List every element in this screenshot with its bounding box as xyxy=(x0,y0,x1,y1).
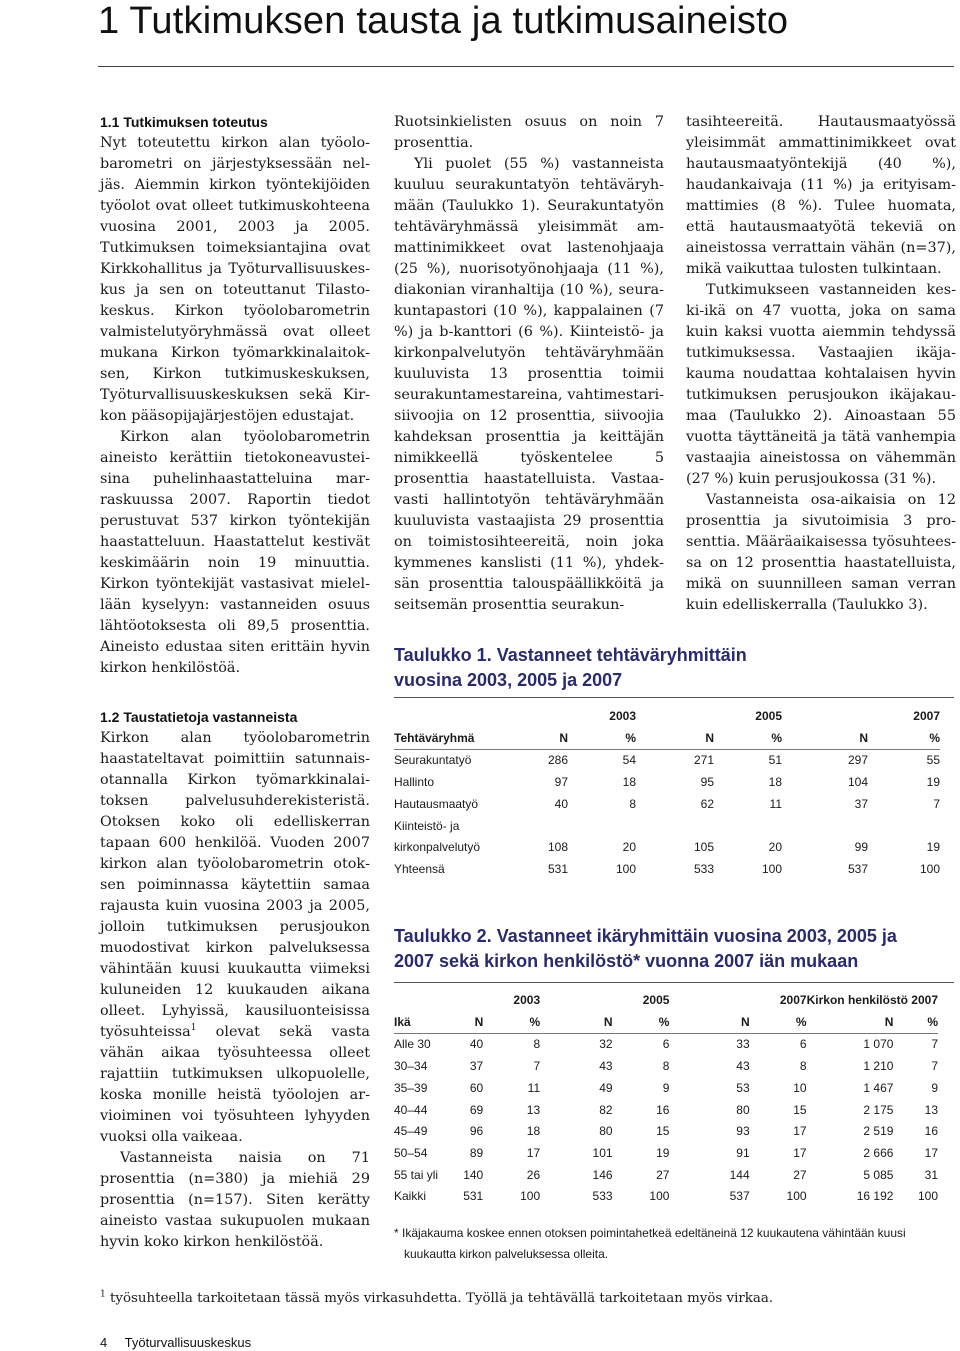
row-label: Kiinteistö- ja xyxy=(394,818,460,833)
table-cell: 37 xyxy=(854,796,868,811)
table-cell: 533 xyxy=(693,861,714,876)
section-1-2-paragraph-1 xyxy=(100,728,370,1148)
page-footer xyxy=(100,1335,265,1350)
column-header: % xyxy=(613,1012,670,1034)
table-1-body xyxy=(394,750,940,881)
table-2-title-line-1: Taulukko 2. Vastanneet ikäryhmittäin vuosina 2003, 2005 ja xyxy=(394,926,897,946)
table-cell: 6 xyxy=(662,1037,670,1052)
table-cell: 8 xyxy=(533,1037,541,1052)
section-1-2-text-a: Kirkon alan työolobarometrin haastateltavat poimittiin satunnaisotannalla Kirkon työmarkkinalaitoksen palvelusuhderekisteristä. Otoksen koko oli edelliskerran tapaan 600 henkilöä. Vuoden 2007 kirkon alan työolobarometrin otoksen poiminnassa käytettiin samaa rajausta kuin vuosina 2003 ja 2005, jolloin tutkimuksen perusjoukon muodostivat kirkon palveluksessa vähintään kuusi kuukautta viimeksi kuluneiden 12 kuukauden aikana olleet. Lyhyissä, kausiluonteisissa xyxy=(100,730,370,1019)
table-cell: 1 210 xyxy=(863,1059,894,1074)
table-cell: 40 xyxy=(469,1037,484,1052)
table-cell: 60 xyxy=(469,1080,484,1095)
column-2-paragraph-2: Yli puolet (55 %) vastanneista kuuluu seurakuntatyön tehtäväryhmään (Taulukko 1). Seurakuntatyön tehtäväryhmässä yleisimmät ammattinimikkeet ovat lastenohjaaja (25 %), nuorisotyönohjaaja (11 %), diakonian viranhaltija (10 %), seurakuntapastori (10 %), kappalainen (7 %) ja b-kanttori (6 %). Kiinteistö- ja kirkonpalvelutyön tehtäväryhmään kuuluvista 13 prosenttia toimii seurakuntamestareina, vahtimestari-siivoojia on 12 prosenttia, siivoojia kahdeksan prosenttia ja keittäjän nimikkeellä työskentelee 5 prosenttia haastatelluista. Vastaavasti hallintotyön tehtäväryhmään kuuluvista vastaajista 29 prosenttia on toimistosihteereitä, noin joka kymmenes kanslisti (11 %), yhdeksän prosenttia talouspäällikköitä ja seitsemän prosenttia seurakun- xyxy=(394,156,664,613)
row-label: Yhteensä xyxy=(394,861,445,876)
table-cell: 17 xyxy=(793,1124,807,1139)
sup-line xyxy=(100,1024,370,1040)
table-1-title-line-2: vuosina 2003, 2005 ja 2007 xyxy=(394,670,623,690)
table-cell: 19 xyxy=(656,1145,670,1160)
table-cell: 146 xyxy=(592,1167,613,1182)
page-footnote-text: työsuhteella tarkoitetaan tässä myös virkasuhdetta. Työllä ja tehtävällä tarkoitetaan myös virkaa. xyxy=(110,1291,774,1306)
publisher-name: Työturvallisuuskeskus xyxy=(124,1335,252,1350)
table-row xyxy=(394,1121,938,1143)
column-header: N xyxy=(669,1012,749,1034)
column-header: N xyxy=(807,1012,894,1034)
column-3-paragraph-2: Tutkimukseen vastanneiden keski-ikä on 47 vuotta, joka on sama kuin kaksi vuotta aiemmin tehdyssä tutkimuksessa. Vastaajien ikäjakauma noudattaa kohtalaisen hyvin tutkimuksen perusjoukon ikäjakaumaa (Taulukko 2). Ainoastaan 55 vuotta täyttäneitä ja tätä vanhempia vastaajia aineistossa on vähemmän (27 %) kuin perusjoukossa (31 %). xyxy=(686,282,956,487)
table-row xyxy=(394,1165,938,1187)
table-cell: 17 xyxy=(526,1145,541,1160)
page-number: 4 xyxy=(100,1335,108,1350)
table-cell: 80 xyxy=(736,1102,750,1117)
chapter-title: 1 Tutkimuksen tausta ja tutkimusaineisto xyxy=(98,0,789,42)
table-cell: 69 xyxy=(469,1102,484,1117)
table-cell: 8 xyxy=(799,1059,807,1074)
section-1-1-heading: 1.1 Tutkimuksen toteutus xyxy=(100,114,268,130)
table-cell: 62 xyxy=(700,796,714,811)
page-footnote xyxy=(100,1289,950,1309)
table-2-footnote-line-2: kuukautta kirkon palveluksessa olleita. xyxy=(404,1247,609,1261)
table-row xyxy=(394,1100,938,1122)
table-cell: 1 467 xyxy=(863,1080,894,1095)
page-footnote-mark: 1 xyxy=(100,1289,106,1300)
table-cell: 11 xyxy=(527,1080,541,1095)
table-2-footnote xyxy=(394,1223,954,1265)
row-label: Seurakuntatyö xyxy=(394,753,472,768)
table-cell: 100 xyxy=(520,1189,541,1204)
table-cell: 97 xyxy=(554,775,568,790)
table-cell: 99 xyxy=(854,840,868,855)
table-cell: 16 192 xyxy=(856,1189,894,1204)
table-cell: 297 xyxy=(847,753,868,768)
table-cell: 18 xyxy=(526,1124,541,1139)
row-label: Hallinto xyxy=(394,775,435,790)
table-cell: 53 xyxy=(736,1080,750,1095)
table-cell: 55 xyxy=(926,753,940,768)
table-cell: 51 xyxy=(768,753,782,768)
table-cell: 100 xyxy=(615,861,636,876)
table-cell: 8 xyxy=(629,796,636,811)
row-label: 45–49 xyxy=(394,1124,428,1139)
table-2 xyxy=(394,990,938,1208)
table-cell: 531 xyxy=(547,861,568,876)
table-cell: 95 xyxy=(700,775,714,790)
table-cell: 140 xyxy=(463,1167,484,1182)
table-cell xyxy=(568,816,636,838)
table-cell: 33 xyxy=(736,1037,750,1052)
table-1-year-row xyxy=(394,706,940,728)
table-cell: 100 xyxy=(786,1189,807,1204)
row-label: 55 tai yli xyxy=(394,1167,439,1182)
table-cell: 54 xyxy=(622,753,636,768)
table-2-title xyxy=(394,924,954,974)
table-2-body xyxy=(394,1034,938,1208)
column-header: N xyxy=(455,1012,483,1034)
table-row xyxy=(394,750,940,772)
table-cell: 7 xyxy=(931,1037,938,1052)
table-cell: 100 xyxy=(649,1189,670,1204)
row-label: 40–44 xyxy=(394,1102,428,1117)
table-cell: 7 xyxy=(533,1059,541,1074)
table-cell: 105 xyxy=(693,840,714,855)
table-cell: 531 xyxy=(463,1189,484,1204)
table-2-footnote-line-1: * Ikäjakauma koskee ennen otoksen poimintahetkeä edeltäneinä 12 kuukautena vähintään kuusi xyxy=(394,1226,906,1240)
table-cell: 80 xyxy=(599,1124,613,1139)
table-cell: 13 xyxy=(526,1102,541,1117)
table-cell: 18 xyxy=(768,775,782,790)
table-cell: 15 xyxy=(656,1124,670,1139)
row-label: 30–34 xyxy=(394,1059,428,1074)
row-label: Hautausmaatyö xyxy=(394,796,479,811)
table-1-year-2007: 2007 xyxy=(913,709,940,723)
table-cell: 7 xyxy=(931,1059,938,1074)
table-1 xyxy=(394,706,940,881)
table-cell: 271 xyxy=(693,753,714,768)
table-cell xyxy=(636,816,714,838)
table-cell: 96 xyxy=(469,1124,484,1139)
table-cell: 2 666 xyxy=(863,1145,894,1160)
footnote-ref-1: 1 xyxy=(190,1023,197,1034)
table-cell: 19 xyxy=(926,840,940,855)
table-cell: 15 xyxy=(793,1102,807,1117)
table-cell xyxy=(782,816,868,838)
table-cell: 101 xyxy=(592,1145,613,1160)
row-label: Alle 30 xyxy=(394,1037,431,1052)
table-1-year-2003: 2003 xyxy=(609,709,636,723)
column-header: % xyxy=(893,1012,938,1034)
table-cell: 27 xyxy=(656,1167,670,1182)
table-cell: 10 xyxy=(793,1080,807,1095)
table-cell: 9 xyxy=(931,1080,938,1095)
table-cell: 537 xyxy=(729,1189,750,1204)
sup-line-pre: työsuhteissa xyxy=(100,1024,191,1040)
table-1-header-row xyxy=(394,728,940,750)
column-header: Tehtäväryhmä xyxy=(394,728,504,750)
table-2-group-staff-2007: Kirkon henkilöstö 2007 xyxy=(806,993,938,1007)
table-cell: 9 xyxy=(662,1080,670,1095)
table-cell xyxy=(504,816,568,838)
column-header: % xyxy=(568,728,636,750)
table-cell: 100 xyxy=(919,861,940,876)
table-cell: 8 xyxy=(662,1059,670,1074)
table-cell: 20 xyxy=(622,840,636,855)
table-row xyxy=(394,794,940,816)
table-cell: 43 xyxy=(736,1059,750,1074)
table-cell: 82 xyxy=(599,1102,613,1117)
table-cell: 91 xyxy=(736,1145,750,1160)
table-cell: 537 xyxy=(847,861,868,876)
table-row xyxy=(394,1034,938,1056)
column-3-paragraph-3: Vastanneista osa-aikaisia on 12 prosenttia ja sivutoimisia 3 prosenttia. Määräaikaisessa työsuhteessa on 12 prosenttia haastatelluista, mikä on suunnilleen saman verran kuin edelliskerralla (Taulukko 3). xyxy=(686,492,956,613)
table-row xyxy=(394,859,940,881)
table-cell: 13 xyxy=(924,1102,938,1117)
table-cell: 5 085 xyxy=(863,1167,894,1182)
title-divider xyxy=(98,66,954,67)
table-cell: 19 xyxy=(926,775,940,790)
table-cell: 2 175 xyxy=(863,1102,894,1117)
table-1-title-line-1: Taulukko 1. Vastanneet tehtäväryhmittäin xyxy=(394,645,747,665)
table-cell: 11 xyxy=(769,796,782,811)
section-1-2-text-b: vähän aikaa työsuhteessa olleet rajattiin tutkimuksen ulkopuolelle, koska monille heistä työolojen arvioiminen voi työsuhteen lyhyyden vuoksi olla vaikeaa. xyxy=(100,1045,370,1145)
table-row xyxy=(394,837,940,859)
section-1-2-paragraph-2: Vastanneista naisia on 71 prosenttia (n=380) ja miehiä 29 prosenttia (n=157). Siten kerätty aineisto vastaa sukupuolen mukaan hyvin koko kirkon henkilöstöä. xyxy=(100,1150,370,1250)
row-label: 35–39 xyxy=(394,1080,428,1095)
table-2-group-2005: 2005 xyxy=(642,993,670,1007)
table-2-group-row xyxy=(394,990,938,1012)
table-cell: 7 xyxy=(933,796,940,811)
column-header: % xyxy=(483,1012,540,1034)
table-2-header-row xyxy=(394,1012,938,1034)
section-1-2-heading: 1.2 Taustatietoja vastanneista xyxy=(100,709,298,725)
column-2 xyxy=(394,112,664,616)
table-cell xyxy=(868,816,940,838)
row-label: kirkonpalvelutyö xyxy=(394,840,481,855)
table-cell: 16 xyxy=(924,1124,938,1139)
table-cell: 89 xyxy=(469,1145,484,1160)
table-1-title xyxy=(394,643,954,693)
table-cell: 2 519 xyxy=(863,1124,894,1139)
table-cell: 18 xyxy=(622,775,636,790)
table-row xyxy=(394,1078,938,1100)
table-cell: 286 xyxy=(547,753,568,768)
table-row xyxy=(394,1143,938,1165)
column-header: N xyxy=(782,728,868,750)
table-cell: 26 xyxy=(526,1167,541,1182)
column-header: % xyxy=(868,728,940,750)
table-cell: 32 xyxy=(599,1037,613,1052)
column-header: N xyxy=(504,728,568,750)
table-cell: 100 xyxy=(761,861,782,876)
column-header: Ikä xyxy=(394,1012,455,1034)
table-cell: 104 xyxy=(847,775,868,790)
table-cell: 16 xyxy=(656,1102,670,1117)
table-cell xyxy=(714,816,782,838)
column-header: N xyxy=(540,1012,612,1034)
section-1-1-paragraph-1: Nyt toteutettu kirkon alan työolobarometri on järjestyksessään neljäs. Aiemmin kirkon työntekijöiden työolot ovat olleet tutkimuskohteena vuosina 2001, 2003 ja 2005. Tutkimuksen toimeksiantajina ovat Kirkkohallitus ja Työturvallisuuskeskus ja sen on toteuttanut Tilastokeskus. Kirkon työolobarometrin valmistelutyöryhmässä ovat olleet mukana Kirkon työmarkkinalaitoksen, Kirkon tutkimuskeskuksen, Työturvallisuuskeskuksen sekä Kirkon pääsopijajärjestöjen edustajat. xyxy=(100,135,370,424)
table-cell: 37 xyxy=(469,1059,484,1074)
column-3 xyxy=(686,112,956,616)
table-cell: 20 xyxy=(768,840,782,855)
table-1-top-rule xyxy=(394,697,954,698)
table-cell: 144 xyxy=(729,1167,750,1182)
column-header: N xyxy=(636,728,714,750)
table-row xyxy=(394,772,940,794)
table-row xyxy=(394,816,940,838)
table-cell: 1 070 xyxy=(863,1037,894,1052)
table-2-group-2007: 2007 xyxy=(779,993,807,1007)
sup-line-post: olevat sekä vasta xyxy=(196,1024,370,1040)
table-cell: 27 xyxy=(793,1167,807,1182)
column-3-paragraph-1: tasihteereitä. Hautausmaatyössä yleisimmät ammattinimikkeet ovat hautausmaatyöntekijä (40 %), haudankaivaja (11 %) ja erityisammattimies (8 %). Tulee huomata, että hautausmaatyötä tekeviä on aineistossa verrattain vähän (n=37), mikä vaikuttaa tulosten tulkintaan. xyxy=(686,114,956,277)
table-row xyxy=(394,1056,938,1078)
column-header: % xyxy=(750,1012,807,1034)
table-cell: 40 xyxy=(554,796,568,811)
section-1-2 xyxy=(100,707,370,1253)
table-cell: 43 xyxy=(599,1059,613,1074)
column-1 xyxy=(100,112,370,679)
table-cell: 533 xyxy=(592,1189,613,1204)
row-label: Kaikki xyxy=(394,1189,427,1204)
table-cell: 108 xyxy=(547,840,568,855)
table-cell: 17 xyxy=(924,1145,938,1160)
table-cell: 100 xyxy=(917,1189,938,1204)
column-2-paragraph-1: Ruotsinkielisten osuus on noin 7 prosenttia. xyxy=(394,114,664,151)
table-cell: 49 xyxy=(599,1080,613,1095)
table-2-top-rule xyxy=(394,982,954,983)
table-cell: 93 xyxy=(736,1124,750,1139)
table-2-group-2003: 2003 xyxy=(513,993,541,1007)
table-1-year-2005: 2005 xyxy=(755,709,782,723)
table-cell: 17 xyxy=(793,1145,807,1160)
table-cell: 6 xyxy=(799,1037,807,1052)
table-cell: 31 xyxy=(924,1167,938,1182)
column-header: % xyxy=(714,728,782,750)
table-2-title-line-2: 2007 sekä kirkon henkilöstö* vuonna 2007 iän mukaan xyxy=(394,951,859,971)
table-row xyxy=(394,1186,938,1208)
section-1-1-paragraph-2: Kirkon alan työolobarometrin aineisto kerättiin tietokoneavusteisina puhelinhaastatteluina marraskuussa 2007. Raportin tiedot perustuvat 537 kirkon työntekijän haastatteluun. Haastattelut kestivät keskimäärin noin 19 minuuttia. Kirkon työntekijät vastasivat mielellään kyselyyn: vastanneiden osuus lähtöotoksesta oli 89,5 prosenttia. Aineisto edustaa siten erittäin hyvin kirkon henkilöstöä. xyxy=(100,429,370,676)
row-label: 50–54 xyxy=(394,1145,428,1160)
